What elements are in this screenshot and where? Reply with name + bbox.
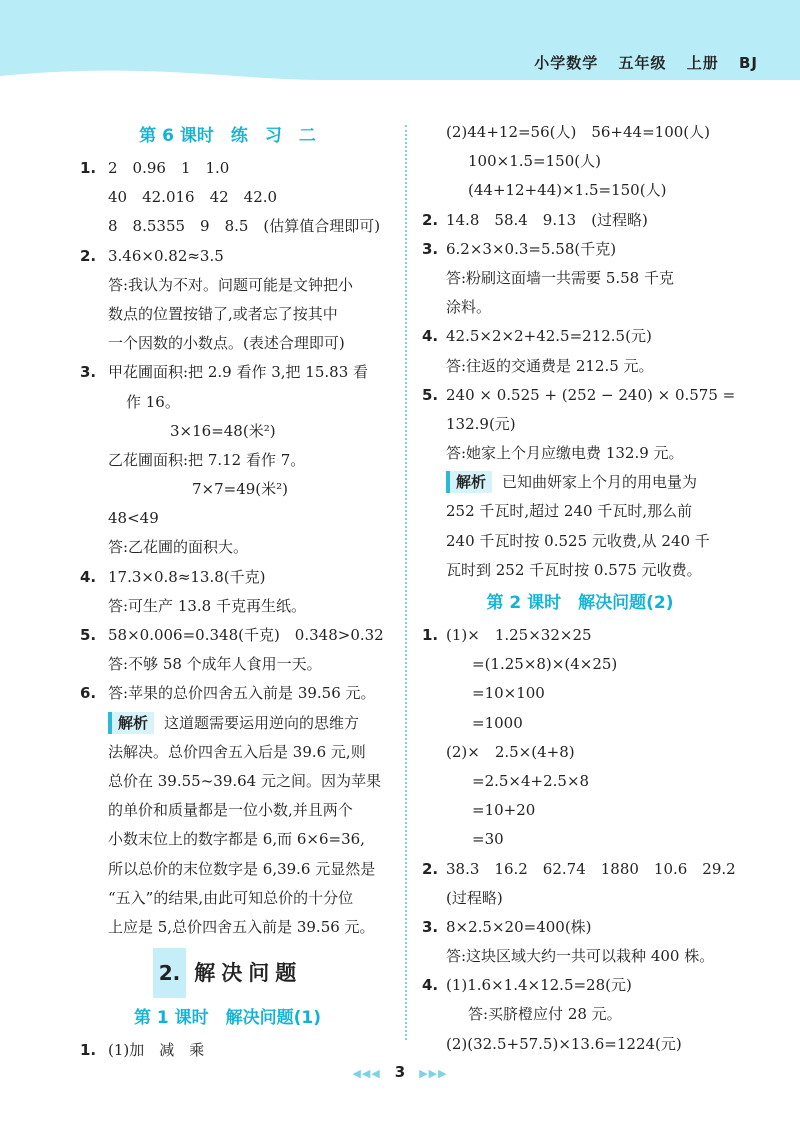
answer-line: 3. 6.2×3×0.3=5.58(千克) bbox=[420, 235, 740, 264]
answer-line: 5. 240 × 0.525 + (252 − 240) × 0.575 = bbox=[420, 381, 740, 410]
right-arrows-icon: ▶▶▶ bbox=[419, 1067, 448, 1080]
grade-label: 五年级 bbox=[618, 54, 667, 72]
question-number: 3. bbox=[422, 239, 439, 258]
answer-line: 3×16=48(米²) bbox=[170, 421, 276, 440]
answer-line: (2)(32.5+57.5)×13.6=1224(元) bbox=[446, 1034, 682, 1053]
answer-line: 100×1.5=150(人) bbox=[468, 152, 601, 171]
question-number: 1. bbox=[80, 1041, 97, 1060]
answer-line: 4. 17.3×0.8≈13.8(千克) bbox=[60, 563, 395, 592]
question-number: 5. bbox=[422, 385, 439, 404]
lesson-title: 第 6 课时 练 习 二 bbox=[139, 126, 316, 146]
question-number: 4. bbox=[422, 327, 439, 346]
right-column bbox=[420, 118, 740, 1059]
left-column bbox=[60, 118, 395, 1065]
answer-line: 答:买脐橙应付 28 元。 bbox=[468, 1005, 622, 1024]
answer-line: 1. 2 0.96 1 1.0 bbox=[60, 154, 395, 183]
question-number: 5. bbox=[80, 626, 97, 644]
answer-line: 答:这块区域大约一共可以栽种 400 株。 bbox=[446, 947, 715, 966]
answer-line: 40 42.016 42 42.0 bbox=[108, 188, 278, 207]
question-number: 2. bbox=[422, 210, 439, 229]
lesson-title: 第 1 课时 解决问题(1) bbox=[133, 1008, 322, 1029]
question-number: 1. bbox=[422, 626, 439, 644]
answer-line: (过程略) bbox=[446, 888, 503, 907]
analysis-line: 瓦时到 252 千瓦时按 0.575 元收费。 bbox=[446, 560, 702, 579]
question-number: 3. bbox=[80, 363, 97, 382]
answer-line: 答:她家上个月应缴电费 132.9 元。 bbox=[446, 444, 684, 463]
book-header bbox=[520, 52, 758, 73]
answer-line: 5. 58×0.006=0.348(千克) 0.348>0.32 bbox=[60, 621, 395, 650]
answer-line: (2)44+12=56(人) 56+44=100(人) bbox=[446, 123, 710, 141]
answer-line: 132.9(元) bbox=[446, 414, 516, 433]
analysis-line: 252 千瓦时,超过 240 千瓦时,那么前 bbox=[446, 502, 693, 521]
question-number: 1. bbox=[80, 159, 97, 177]
answer-line: 6. 答:苹果的总价四舍五入前是 39.56 元。 bbox=[60, 679, 395, 708]
page-number: 3 bbox=[394, 1063, 406, 1081]
answer-line: 1. (1)加 减 乘 bbox=[60, 1036, 395, 1065]
analysis-line: 的单价和质量都是一位小数,并且两个 bbox=[108, 801, 353, 820]
answer-line: 答:不够 58 个成年人食用一天。 bbox=[108, 655, 322, 674]
analysis-line: 解析 这道题需要运用逆向的思维方 bbox=[60, 709, 395, 738]
question-number: 2. bbox=[422, 859, 439, 878]
column-divider bbox=[405, 125, 407, 1040]
answer-line: 作 16。 bbox=[126, 392, 180, 411]
volume-label: 上册 bbox=[686, 54, 719, 72]
answer-line: 2. 3.46×0.82≈3.5 bbox=[60, 242, 395, 271]
analysis-line: 总价在 39.55~39.64 元之间。因为苹果 bbox=[108, 771, 381, 790]
lesson-title: 第 2 课时 解决问题(2) bbox=[486, 593, 674, 613]
section-heading bbox=[60, 948, 395, 998]
answer-line: 2. 14.8 58.4 9.13 (过程略) bbox=[420, 206, 740, 235]
question-number: 2. bbox=[80, 246, 97, 265]
analysis-tag: 解析 bbox=[108, 712, 154, 734]
answer-line: 8 8.5355 9 8.5 (估算值合理即可) bbox=[108, 217, 381, 236]
analysis-line: 解析 已知曲妍家上个月的用电量为 bbox=[420, 468, 740, 497]
answer-line: 2. 38.3 16.2 62.74 1880 10.6 29.2 bbox=[420, 855, 740, 884]
question-number: 3. bbox=[422, 917, 439, 936]
answer-line: (2)× 2.5×(4+8) bbox=[446, 742, 575, 761]
answer-line: 答:我认为不对。问题可能是文钟把小 bbox=[108, 275, 354, 294]
answer-line: 1. (1)× 1.25×32×25 bbox=[420, 621, 740, 650]
answer-line: 3. 8×2.5×20=400(株) bbox=[420, 913, 740, 942]
analysis-line: “五入”的结果,由此可知总价的十分位 bbox=[108, 888, 354, 907]
left-arrows-icon: ◀◀◀ bbox=[352, 1067, 381, 1080]
analysis-line: 上应是 5,总价四舍五入前是 39.56 元。 bbox=[108, 917, 375, 936]
question-number: 6. bbox=[80, 684, 97, 703]
answer-line: 乙花圃面积:把 7.12 看作 7。 bbox=[108, 450, 306, 469]
analysis-line: 所以总价的末位数字是 6,39.6 元显然是 bbox=[108, 859, 376, 878]
answer-line: 数点的位置按错了,或者忘了按其中 bbox=[108, 304, 338, 323]
answer-line: 答:粉刷这面墙一共需要 5.58 千克 bbox=[446, 268, 674, 287]
answer-line: 答:乙花圃的面积大。 bbox=[108, 538, 249, 557]
answer-line: =10+20 bbox=[472, 801, 536, 820]
analysis-line: 小数末位上的数字都是 6,而 6×6=36, bbox=[108, 830, 365, 849]
answer-line: 答:往返的交通费是 212.5 元。 bbox=[446, 356, 654, 375]
answer-line: 48<49 bbox=[108, 509, 159, 528]
answer-line: 4. (1)1.6×1.4×12.5=28(元) bbox=[420, 971, 740, 1000]
answer-line: =2.5×4+2.5×8 bbox=[472, 771, 590, 790]
answer-line: 4. 42.5×2×2+42.5=212.5(元) bbox=[420, 322, 740, 351]
edition-label: BJ bbox=[738, 54, 758, 72]
page-footer bbox=[0, 1063, 800, 1081]
answer-line: =30 bbox=[472, 830, 504, 849]
answer-line: 答:可生产 13.8 千克再生纸。 bbox=[108, 596, 306, 615]
analysis-tag: 解析 bbox=[446, 471, 492, 493]
answer-line: 7×7=49(米²) bbox=[192, 480, 289, 499]
subject-label: 小学数学 bbox=[534, 54, 599, 72]
answer-line: =(1.25×8)×(4×25) bbox=[472, 655, 618, 674]
analysis-line: 法解决。总价四舍五入后是 39.6 元,则 bbox=[108, 742, 366, 761]
question-number: 4. bbox=[422, 976, 439, 995]
answer-line: 涂料。 bbox=[446, 298, 492, 317]
section-title: 解决问题 bbox=[194, 961, 303, 986]
answer-line: 一个因数的小数点。(表述合理即可) bbox=[108, 334, 345, 353]
answer-line: (44+12+44)×1.5=150(人) bbox=[468, 181, 667, 200]
answer-line: 3. 甲花圃面积:把 2.9 看作 3,把 15.83 看 bbox=[60, 358, 395, 387]
answer-line: =10×100 bbox=[472, 684, 545, 703]
analysis-line: 240 千瓦时按 0.525 元收费,从 240 千 bbox=[446, 531, 710, 550]
question-number: 4. bbox=[80, 567, 97, 586]
section-number: 2. bbox=[153, 948, 187, 998]
answer-line: =1000 bbox=[472, 713, 523, 732]
